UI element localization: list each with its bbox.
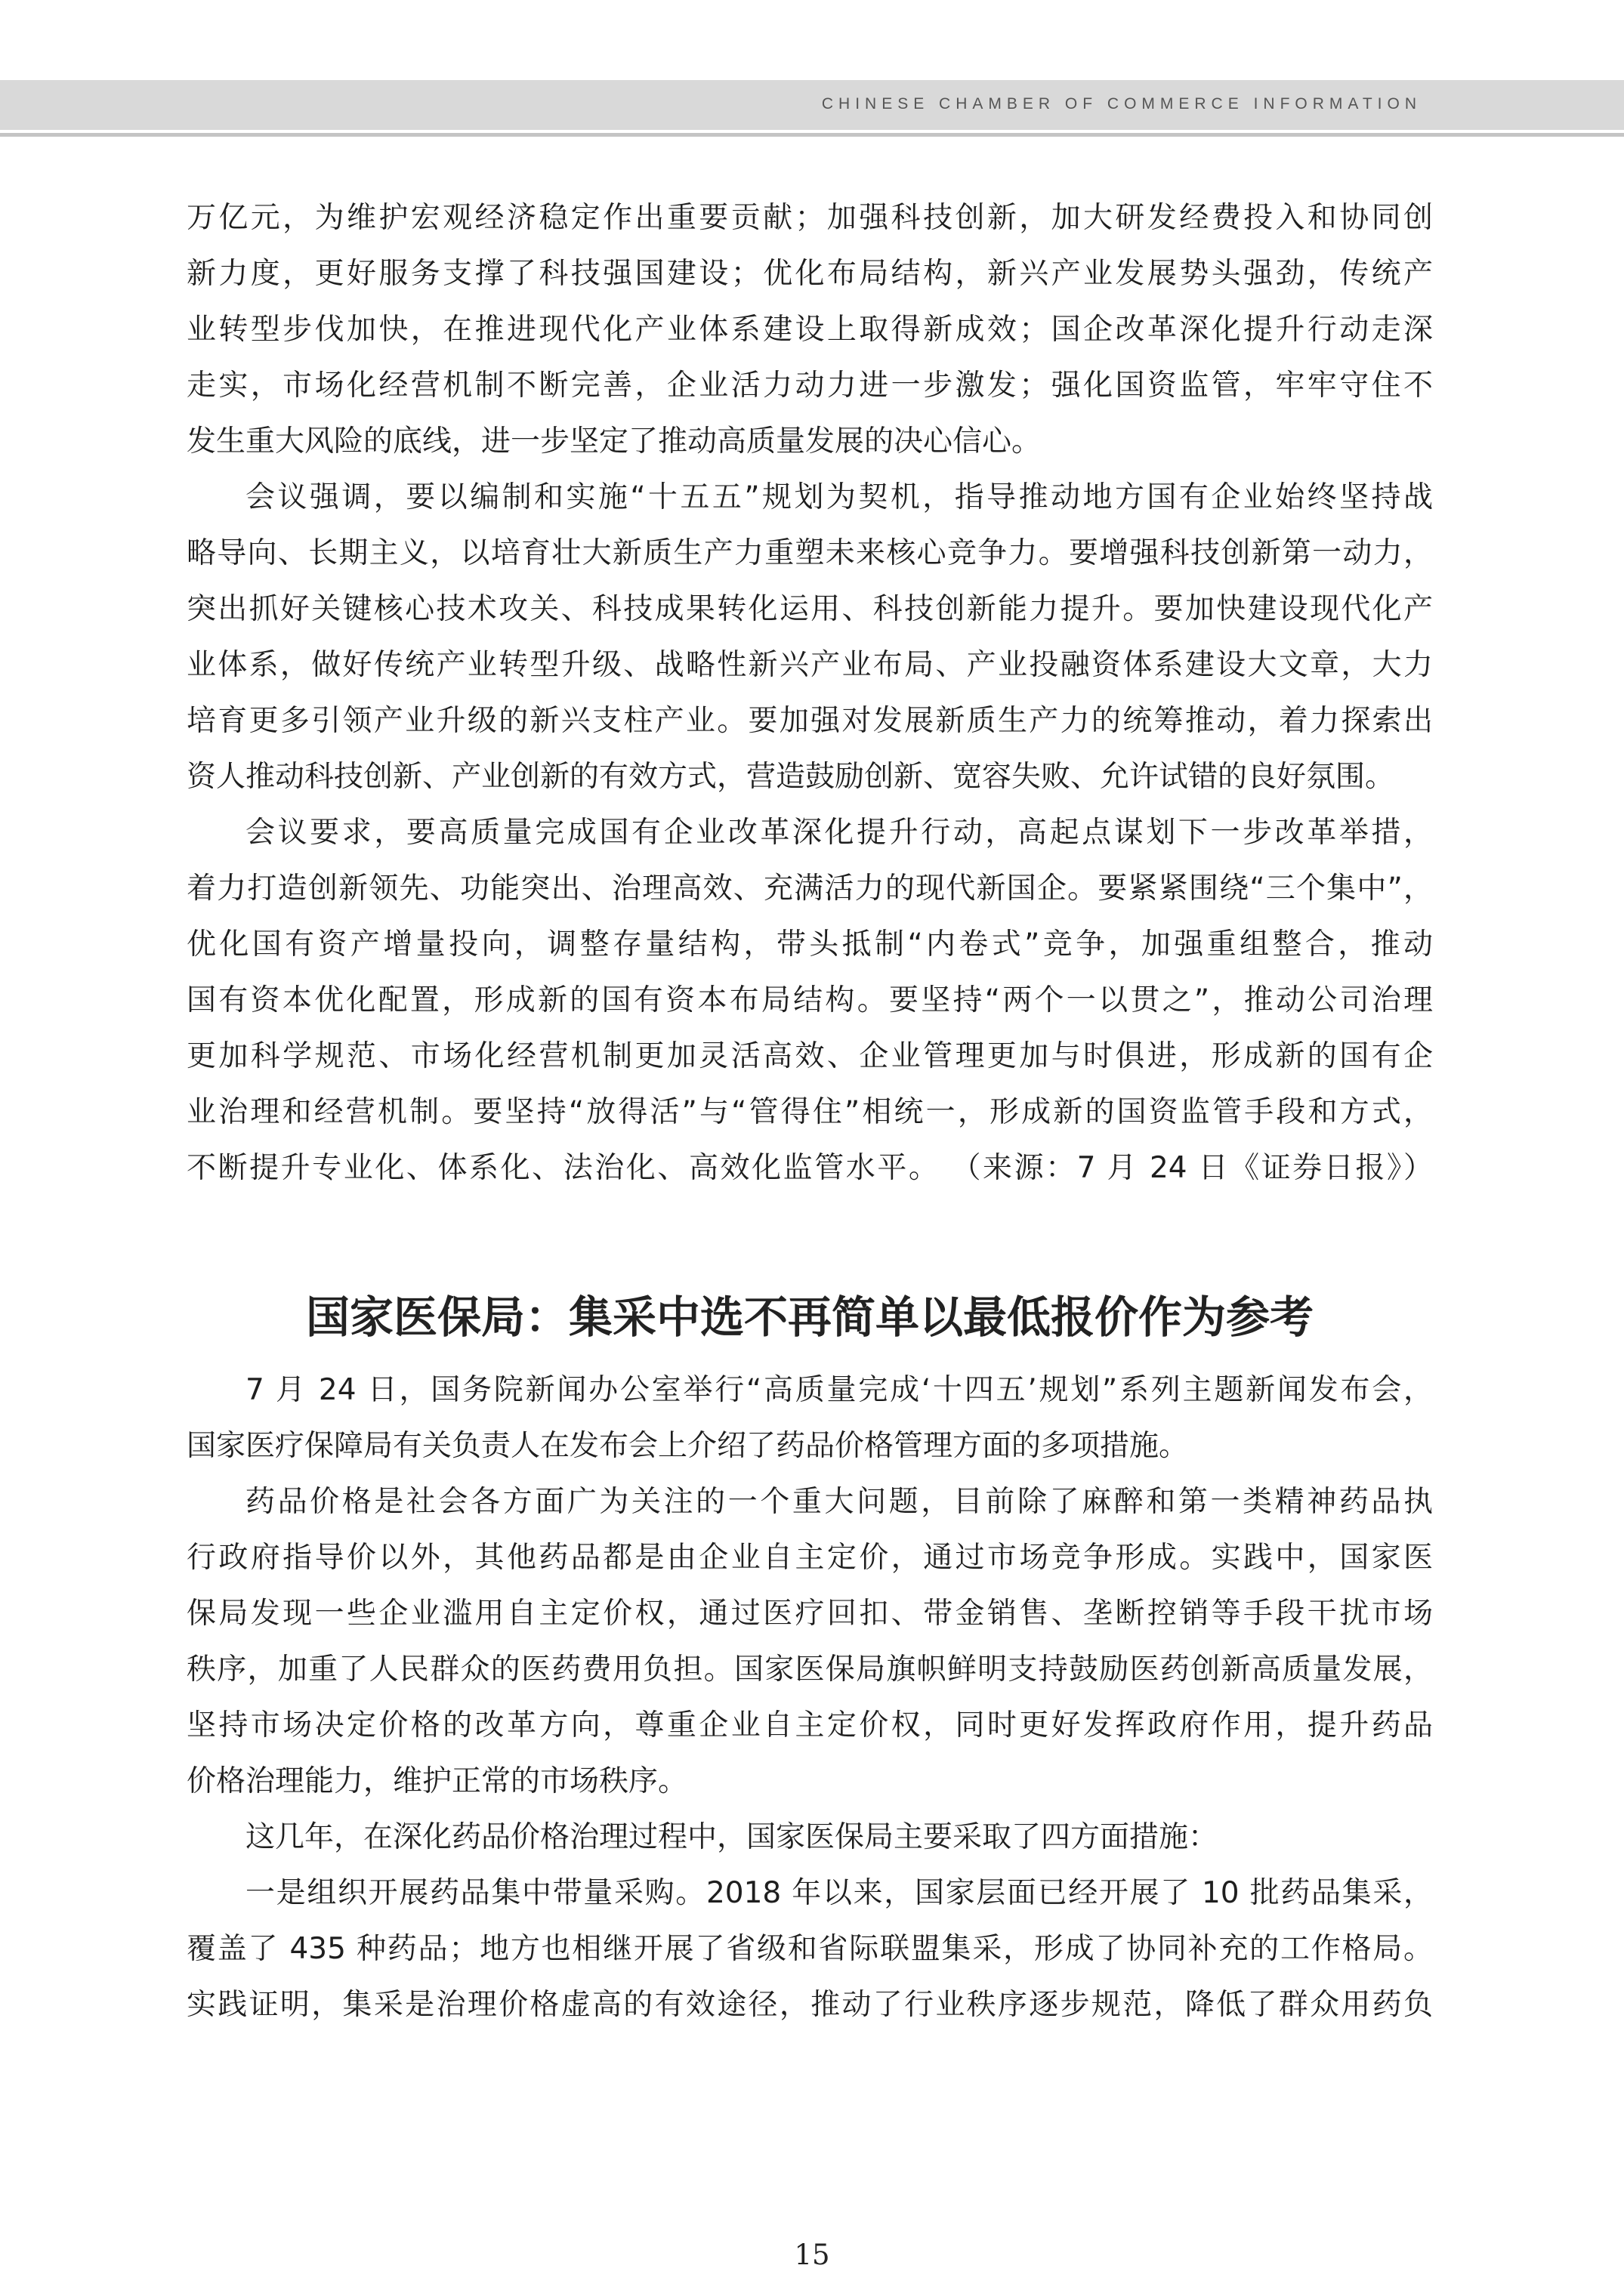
text-line: 优化国有资产增量投向，调整存量结构，带头抵制“内卷式”竞争，加强重组整合，推动 bbox=[187, 927, 1433, 961]
text-line: 实践证明，集采是治理价格虚高的有效途径，推动了行业秩序逐步规范，降低了群众用药负 bbox=[187, 1988, 1433, 2022]
article-continued bbox=[187, 190, 1433, 1196]
article-title: 国家医保局：集采中选不再简单以最低报价作为参考 bbox=[305, 1292, 1314, 1343]
text-line: 会议强调，要以编制和实施“十五五”规划为契机，指导推动地方国有企业始终坚持战 bbox=[245, 480, 1433, 514]
text-line: 价格治理能力，维护正常的市场秩序。 bbox=[187, 1764, 688, 1798]
text-line: 坚持市场决定价格的改革方向，尊重企业自主定价权，同时更好发挥政府作用，提升药品 bbox=[187, 1708, 1433, 1742]
text-line: 一是组织开展药品集中带量采购。2018 年以来，国家层面已经开展了 10 批药品集采， bbox=[245, 1876, 1433, 1910]
text-line: 业体系，做好传统产业转型升级、战略性新兴产业布局、产业投融资体系建设大文章，大力 bbox=[187, 648, 1433, 682]
page-number: 15 bbox=[794, 2239, 830, 2271]
page-content bbox=[187, 190, 1433, 2033]
text-line: 突出抓好关键核心技术攻关、科技成果转化运用、科技创新能力提升。要加快建设现代化产 bbox=[187, 592, 1433, 626]
text-line: 保局发现一些企业滥用自主定价权，通过医疗回扣、带金销售、垄断控销等手段干扰市场 bbox=[187, 1597, 1433, 1631]
text-line: 资人推动科技创新、产业创新的有效方式，营造鼓励创新、宽容失败、允许试错的良好氛围。 bbox=[187, 760, 1395, 794]
text-line: 业转型步伐加快，在推进现代化产业体系建设上取得新成效；国企改革深化提升行动走深 bbox=[187, 313, 1433, 347]
text-line: 7 月 24 日，国务院新闻办公室举行“高质量完成‘十四五’规划”系列主题新闻发布会， bbox=[245, 1373, 1433, 1407]
text-line: 国有资本优化配置，形成新的国有资本布局结构。要坚持“两个一以贯之”，推动公司治理 bbox=[187, 983, 1433, 1017]
text-line: 培育更多引领产业升级的新兴支柱产业。要加强对发展新质生产力的统筹推动，着力探索出 bbox=[187, 704, 1433, 738]
header-rule bbox=[0, 133, 1624, 137]
text-line: 药品价格是社会各方面广为关注的一个重大问题，目前除了麻醉和第一类精神药品执 bbox=[245, 1485, 1433, 1519]
text-line: 略导向、长期主义，以培育壮大新质生产力重塑未来核心竞争力。要增强科技创新第一动力， bbox=[187, 536, 1433, 570]
text-line: 万亿元，为维护宏观经济稳定作出重要贡献；加强科技创新，加大研发经费投入和协同创 bbox=[187, 201, 1433, 235]
running-title: CHINESE CHAMBER OF COMMERCE INFORMATION bbox=[821, 95, 1422, 113]
text-line: 更加科学规范、市场化经营机制更加灵活高效、企业管理更加与时俱进，形成新的国有企 bbox=[187, 1039, 1433, 1073]
text-line: 会议要求，要高质量完成国有企业改革深化提升行动，高起点谋划下一步改革举措， bbox=[245, 816, 1433, 850]
text-line: 这几年，在深化药品价格治理过程中，国家医保局主要采取了四方面措施： bbox=[245, 1820, 1218, 1854]
text-line: 不断提升专业化、体系化、法治化、高效化监管水平。 （来源：7 月 24 日《证券日报》） bbox=[187, 1151, 1433, 1185]
text-line: 新力度，更好服务支撑了科技强国建设；优化布局结构，新兴产业发展势头强劲，传统产 bbox=[187, 257, 1433, 291]
section-gap bbox=[187, 1196, 1433, 1278]
text-line: 发生重大风险的底线，进一步坚定了推动高质量发展的决心信心。 bbox=[187, 424, 1042, 458]
text-line: 覆盖了 435 种药品；地方也相继开展了省级和省际联盟集采，形成了协同补充的工作格局。 bbox=[187, 1932, 1433, 1966]
text-line: 秩序，加重了人民群众的医药费用负担。国家医保局旗帜鲜明支持鼓励医药创新高质量发展， bbox=[187, 1653, 1433, 1687]
article-body bbox=[187, 1363, 1433, 2033]
text-line: 行政府指导价以外，其他药品都是由企业自主定价，通过市场竞争形成。实践中，国家医 bbox=[187, 1541, 1433, 1575]
text-line: 走实，市场化经营机制不断完善，企业活力动力进一步激发；强化国资监管，牢牢守住不 bbox=[187, 369, 1433, 403]
text-line: 国家医疗保障局有关负责人在发布会上介绍了药品价格管理方面的多项措施。 bbox=[187, 1429, 1189, 1463]
text-line: 业治理和经营机制。要坚持“放得活”与“管得住”相统一，形成新的国资监管手段和方式， bbox=[187, 1095, 1433, 1129]
text-line: 着力打造创新领先、功能突出、治理高效、充满活力的现代新国企。要紧紧围绕“三个集中”， bbox=[187, 872, 1433, 906]
